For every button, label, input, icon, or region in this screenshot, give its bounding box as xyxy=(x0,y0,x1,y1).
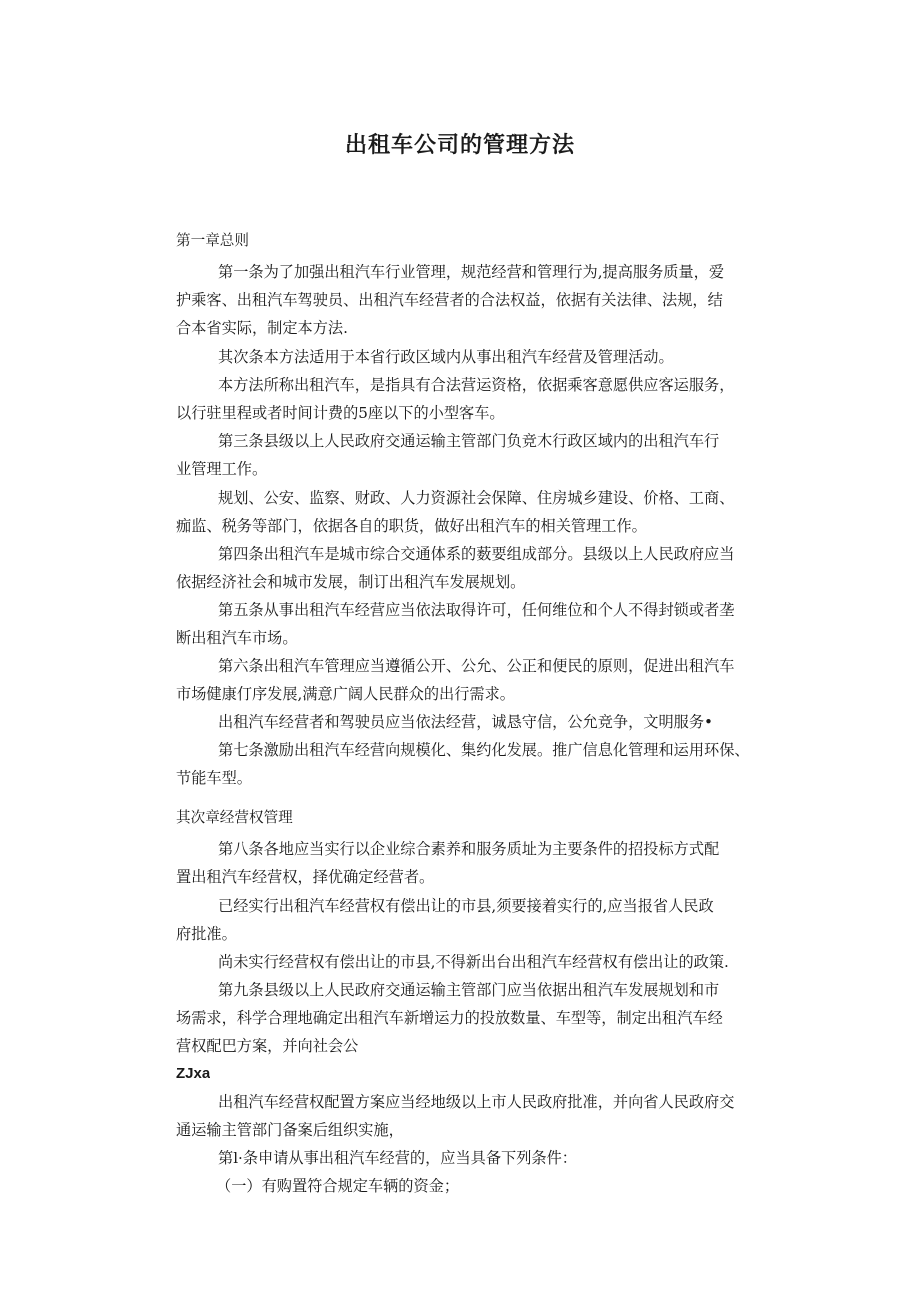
paragraph-line: 场需求，科学合理地确定出租汽车新增运力的投放数量、车型等，制定出租汽车经 xyxy=(176,1009,723,1027)
chapter-heading: 其次章经营权管理 xyxy=(176,809,293,826)
paragraph-line: 规划、公安、监察、财政、人力资源社会保障、住房城乡建设、价格、工商、 xyxy=(218,489,735,507)
document-title: 出租车公司的管理方法 xyxy=(344,133,575,158)
paragraph-line: 第八条各地应当实行以企业综合素养和服务质址为主要条件的招投标方式配 xyxy=(218,840,720,858)
paragraph-line: 市场健康仃序发展,满意广阔人民群众的出行需求。 xyxy=(176,685,515,703)
chapter-heading: 第一章总则 xyxy=(176,232,249,249)
paragraph-line: 已经实行出租汽车经营权有偿出让的市县,须要接着实行的,应当报省人民政 xyxy=(218,897,714,915)
paragraph-line: 第四条出租汽车是城市综合交通体系的薮要组成部分。县级以上人民政府应当 xyxy=(218,545,735,563)
paragraph-line: 断出租汽车市场。 xyxy=(176,629,298,647)
paragraph-line: 业管理工作。 xyxy=(176,460,268,478)
paragraph-line: 第l·条申请从事出租汽车经营的，应当具备下列条件： xyxy=(218,1149,577,1167)
paragraph-line: 第七条激励出租汽车经营向规模化、集约化发展。推广信息化管理和运用环保、 xyxy=(218,741,750,759)
paragraph-line: 出租汽车经营者和驾驶员应当依法经营，诚恳守信，公允竞争，文明服务• xyxy=(218,713,713,731)
paragraph-line: 痂监、税务等部门，依据各自的职货，做好出租汽车的相关管理工作。 xyxy=(176,517,647,535)
paragraph-line: 置出租汽车经营权，择优确定经营者。 xyxy=(176,868,435,886)
paragraph-line: 第六条出租汽车管理应当遵循公开、公允、公正和便民的原则，促进出租汽车 xyxy=(218,657,735,675)
paragraph-line: 第九条县级以上人民政府交通运输主管部门应当依据出租汽车发展规划和市 xyxy=(218,981,720,999)
stray-text: ZJxa xyxy=(176,1065,211,1082)
paragraph-line: 营权配巴方案，并向社会公 xyxy=(176,1037,359,1055)
list-item: （一）有购置符合规定车辆的资金； xyxy=(216,1177,459,1195)
paragraph-line: 其次条本方法适用于本省行政区域内从事出租汽车经营及管理活动。 xyxy=(218,348,674,366)
paragraph-line: 第三条县级以上人民政府交通运输主管部门负竞木行政区域内的出租汽车行 xyxy=(218,432,720,450)
paragraph-line: 尚未实行经营权有偿出让的市县,不得新出台出租汽车经营权有偿出让的政策. xyxy=(218,953,729,971)
paragraph-line: 节能车型。 xyxy=(176,769,252,787)
paragraph-line: 本方法所称出租汽车，是指具有合法营运资格，依据乘客意愿供应客运服务， xyxy=(218,376,735,394)
paragraph-line: 合本省实际，制定本方法. xyxy=(176,319,348,337)
paragraph-line: 护乘客、出租汽车驾驶员、出租汽车经营者的合法权益，依据有关法律、法规，结 xyxy=(176,291,723,309)
paragraph-line: 第五条从事出租汽车经营应当依法取得许可，任何维位和个人不得封锁或者垄 xyxy=(218,601,735,619)
paragraph-line: 以行驻里程或者时间计费的5座以下的小型客车。 xyxy=(176,404,505,422)
paragraph-line: 第一条为了加强出租汽车行业管理，规范经营和管理行为,提高服务质量，爱 xyxy=(218,263,725,281)
paragraph-line: 出租汽车经营权配置方案应当经地级以上市人民政府批准，并向省人民政府交 xyxy=(218,1093,735,1111)
paragraph-line: 通运输主管部门备案后组织实施， xyxy=(176,1121,404,1139)
paragraph-line: 依据经济社会和城市发展，制订出租汽车发展规划。 xyxy=(176,573,526,591)
paragraph-line: 府批准。 xyxy=(176,925,237,943)
